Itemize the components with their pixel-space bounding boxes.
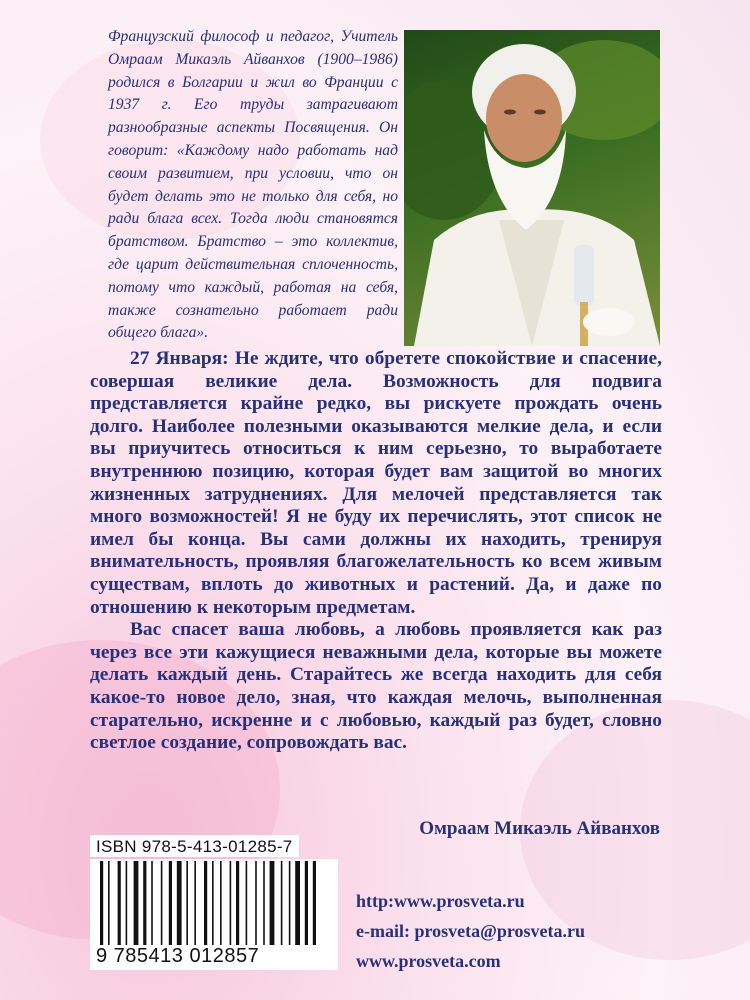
barcode-bar (161, 861, 163, 945)
email-link[interactable]: e-mail: prosveta@prosveta.ru (356, 921, 586, 941)
barcode-bar (289, 861, 291, 945)
author-photo (404, 30, 660, 346)
barcode-bar (305, 861, 308, 945)
barcode-bar (194, 861, 196, 945)
isbn-text: ISBN 978-5-413-01285-7 (90, 835, 299, 857)
barcode-digits: 9 785413 012857 (90, 945, 338, 970)
barcode-bar (151, 861, 153, 945)
barcode-bar (108, 861, 110, 945)
portrait-illustration (404, 30, 660, 346)
barcode-bar (169, 861, 172, 945)
barcode-bar (263, 861, 265, 945)
quote-paragraph-1 (90, 348, 662, 619)
barcode-bar (246, 861, 248, 945)
barcode (90, 859, 338, 945)
barcode-bar (255, 861, 257, 945)
barcode-bar (281, 861, 283, 945)
barcode-bar (204, 861, 207, 945)
barcode-bar (230, 861, 232, 945)
quote-paragraph-1-text: Не ждите, что обретете спокойствие и спасение, совершая великие дела. Возможность для подвига представляется крайне редко, вы рискуете прождать очень долго. Наиболее полезными оказываются мелкие дела, и если вы приучитесь относиться к ним серьезно, то выработаете внутреннюю позицию, которая будет вам защитой во многих жизненных затруднениях. Для мелочей представляется так много возможностей! Я не буду их перечислять, этот список не имел бы конца. Вы сами должны их находить, тренируя внимательность, проявляя благожелательность ко всем живым существам, вплоть до животных и растений. Да, и даже по отношению к некоторым предметам. (90, 348, 662, 618)
quote-date: 27 Января: (130, 348, 229, 369)
barcode-bar (236, 861, 239, 945)
barcode-bar (270, 861, 275, 945)
barcode-bar (100, 861, 103, 945)
barcode-bar (220, 861, 222, 945)
isbn-barcode-block (90, 835, 338, 975)
barcode-bar (313, 861, 316, 945)
website-link-com[interactable]: www.prosveta.com (356, 951, 501, 971)
daily-quote (90, 348, 662, 755)
author-signature: Омраам Микаэль Айванхов (419, 818, 660, 839)
website-link-ru[interactable]: http:www.prosveta.ru (356, 891, 525, 911)
barcode-bar (126, 861, 128, 945)
barcode-bar (212, 861, 214, 945)
author-bio: Французский философ и педагог, Учитель Омраам Микаэль Айванхов (1900–1986) родился в Болгарии и жил во Франции с 1937 г. Его труды затрагивают разнообразные аспекты Посвящения. Он говорит: «Каждому надо работать над своим развитием, при условии, что он будет делать это не только для себя, но ради блага всех. Тогда люди становятся братством. Братство – это коллектив, где царит действительная сплоченность, потому что каждый, работая на себя, также сознательно работает ради общего блага». (108, 28, 398, 342)
barcode-bars (90, 859, 338, 945)
barcode-bar (134, 861, 139, 945)
quote-paragraph-2: Вас спасет ваша любовь, а любовь проявляется как раз через все эти кажущиеся неважными дела, которые вы можете делать каждый день. Старайтесь же всегда находить для себя какое-то новое дело, зная, что каждая мелочь, выполненная старательно, искренне и с любовью, каждый раз будет, словно светлое создание, сопровождать вас. (90, 619, 662, 754)
barcode-bar (177, 861, 182, 945)
barcode-bar (295, 861, 300, 945)
barcode-bar (118, 861, 121, 945)
barcode-bar (186, 861, 188, 945)
barcode-bar (143, 861, 146, 945)
